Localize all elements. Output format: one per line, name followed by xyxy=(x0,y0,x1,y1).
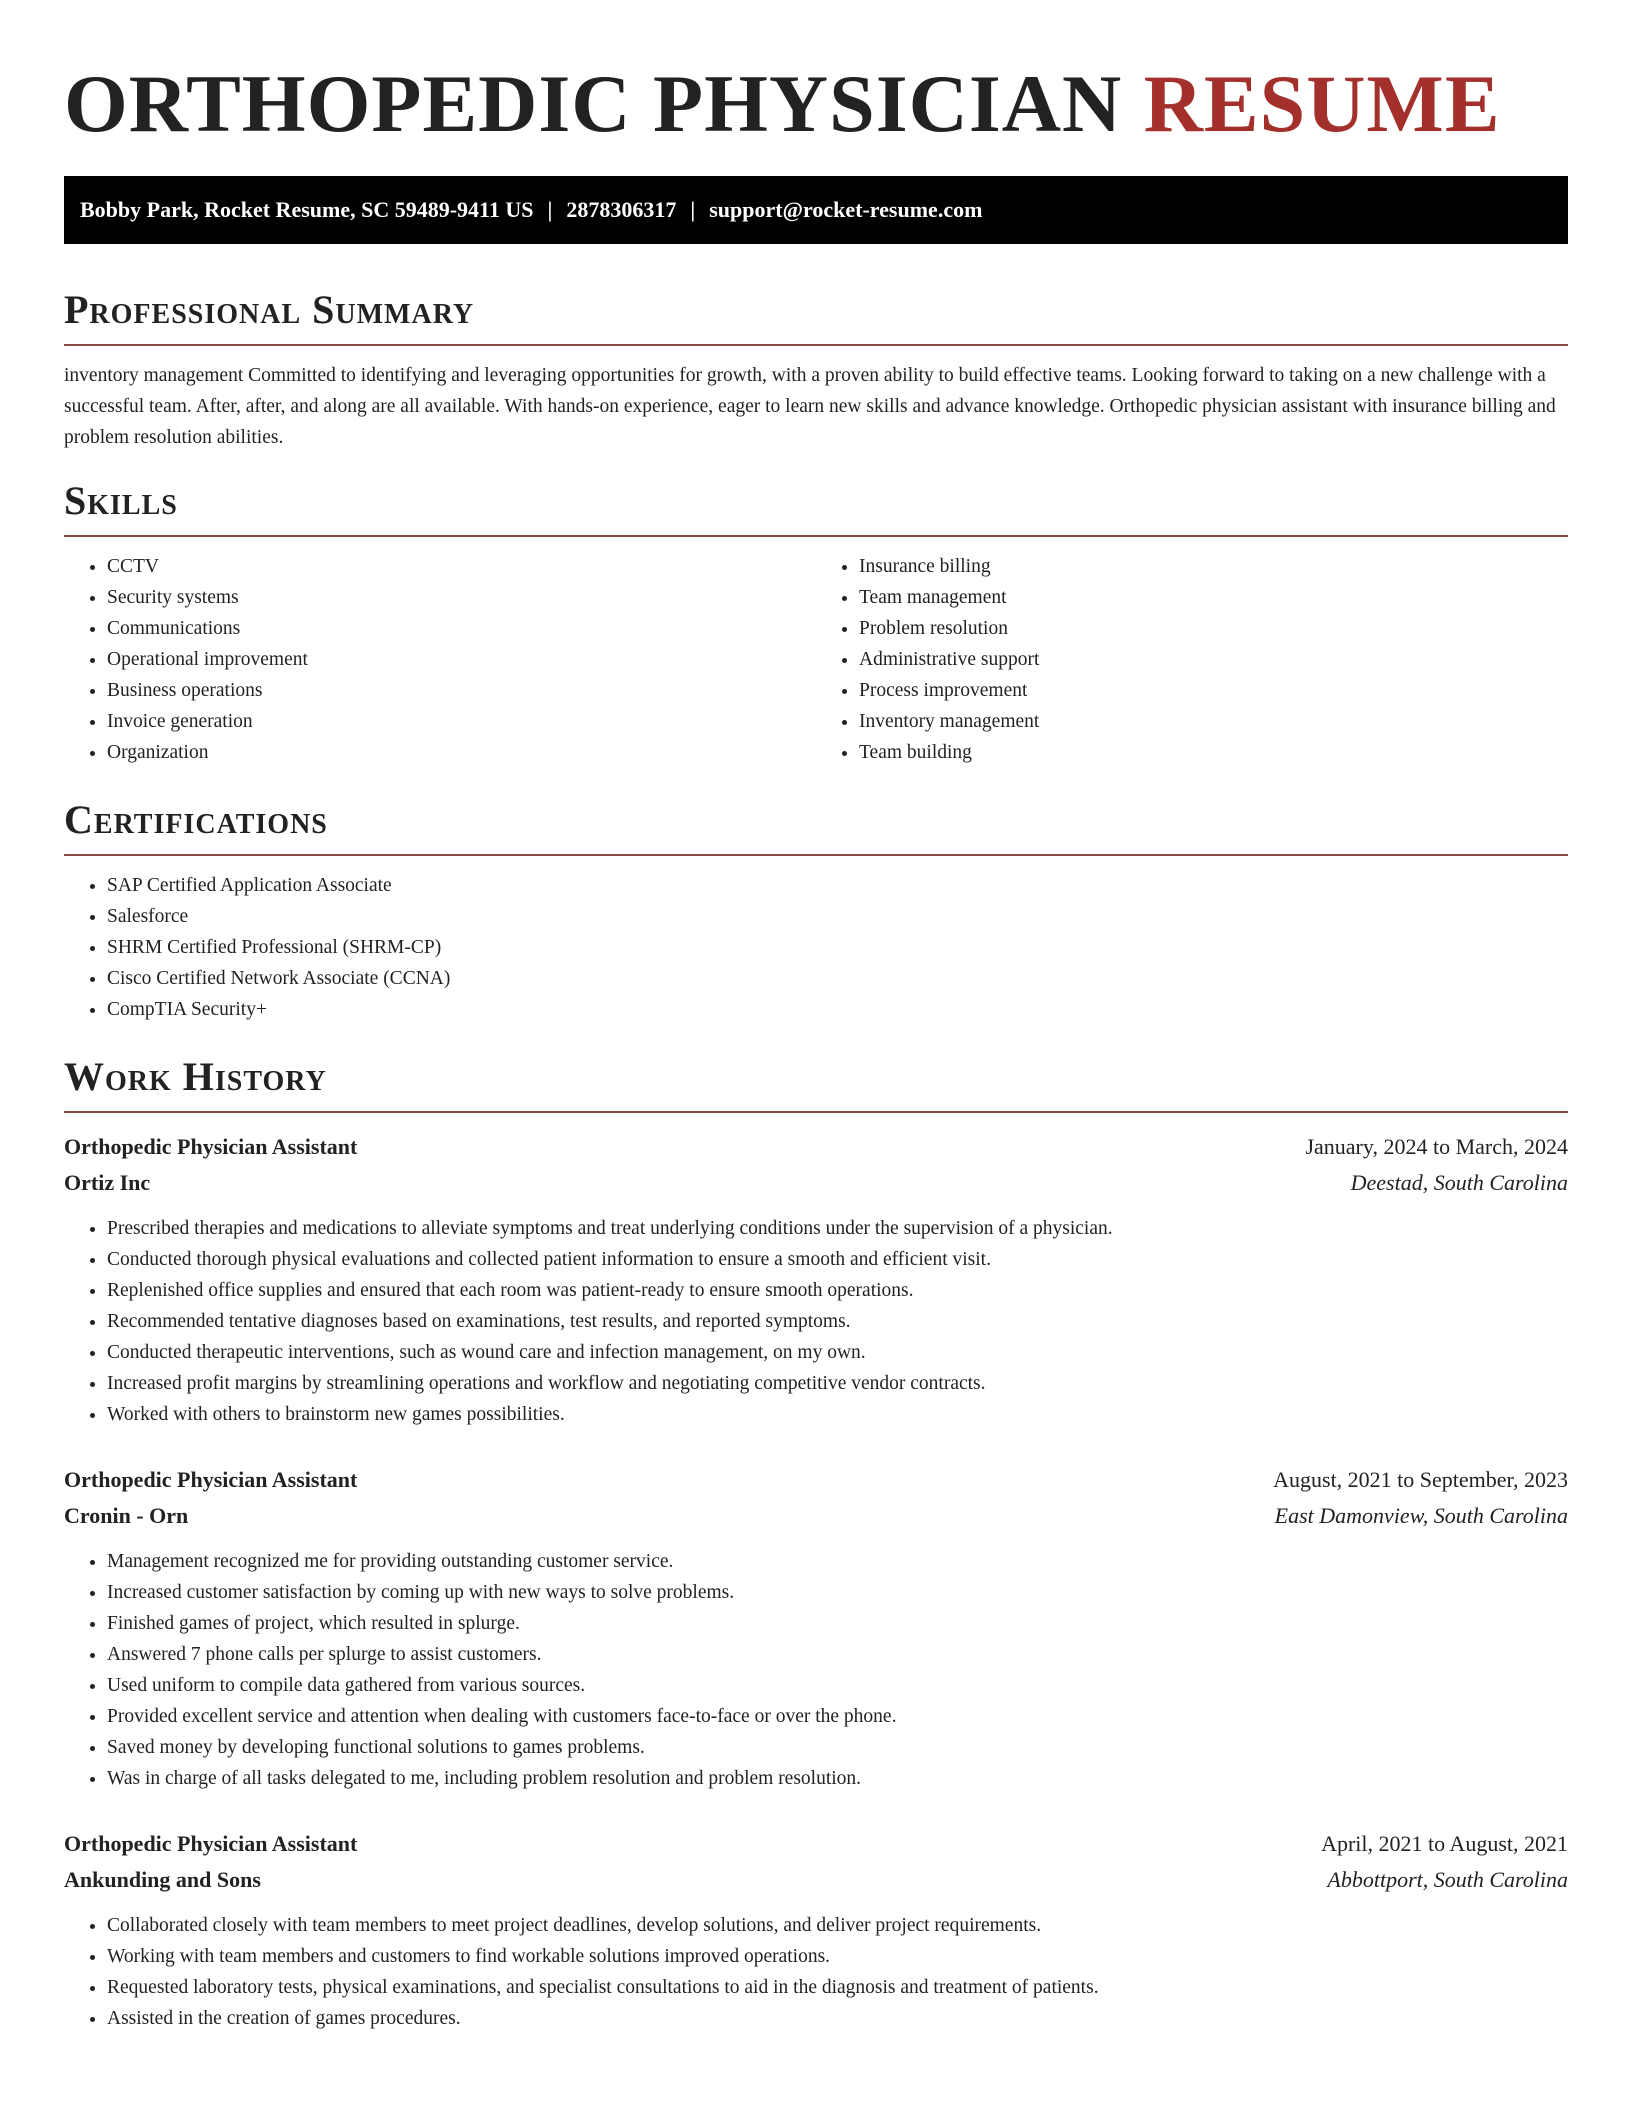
skill-item: • Business operations xyxy=(107,675,816,706)
job-title: Orthopedic Physician Assistant xyxy=(64,1831,358,1856)
certification-item: • CompTIA Security+ xyxy=(107,994,1568,1025)
title-accent: RESUME xyxy=(1143,58,1501,149)
certifications-section xyxy=(64,796,1568,1025)
job-duty: • Collaborated closely with team members to meet project deadlines, develop solutions, and deliver project requirements. xyxy=(107,1910,1568,1941)
job-entry xyxy=(64,1462,1568,1794)
skill-item: • CCTV xyxy=(107,551,816,582)
certifications-list xyxy=(64,870,1568,1025)
job-company: Ortiz Inc xyxy=(64,1170,151,1195)
job-duty: • Worked with others to brainstorm new games possibilities. xyxy=(107,1399,1568,1430)
job-duty: • Recommended tentative diagnoses based on examinations, test results, and reported symptoms. xyxy=(107,1306,1568,1337)
contact-bar xyxy=(64,176,1568,244)
work-history-heading: Work History xyxy=(64,1053,1568,1113)
job-duty: • Conducted thorough physical evaluations and collected patient information to ensure a smooth and efficient visit. xyxy=(107,1244,1568,1275)
job-duty: • Was in charge of all tasks delegated to me, including problem resolution and problem resolution. xyxy=(107,1763,1568,1794)
job-company: Cronin - Orn xyxy=(64,1503,189,1528)
skill-item: • Problem resolution xyxy=(859,613,1568,644)
certification-item: • SAP Certified Application Associate xyxy=(107,870,1568,901)
job-header-row xyxy=(64,1462,1568,1498)
job-duty: • Saved money by developing functional solutions to games problems. xyxy=(107,1732,1568,1763)
job-dates: August, 2021 to September, 2023 xyxy=(1273,1467,1568,1492)
job-location: East Damonview, South Carolina xyxy=(1274,1503,1568,1528)
title-main: ORTHOPEDIC PHYSICIAN xyxy=(64,58,1123,149)
contact-separator: | xyxy=(690,197,696,222)
job-duties-list xyxy=(64,1546,1568,1794)
contact-email[interactable]: support@rocket-resume.com xyxy=(709,197,983,222)
job-duty: • Finished games of project, which resulted in splurge. xyxy=(107,1608,1568,1639)
job-duty: • Provided excellent service and attention when dealing with customers face-to-face or over the phone. xyxy=(107,1701,1568,1732)
job-dates: January, 2024 to March, 2024 xyxy=(1305,1134,1568,1159)
skill-item: • Operational improvement xyxy=(107,644,816,675)
job-duties-list xyxy=(64,1910,1568,2034)
contact-phone: 2878306317 xyxy=(566,197,677,222)
skill-item: • Security systems xyxy=(107,582,816,613)
skills-heading: Skills xyxy=(64,477,1568,537)
contact-address: Bobby Park, Rocket Resume, SC 59489-9411 US xyxy=(80,197,534,222)
job-duty: • Requested laboratory tests, physical examinations, and specialist consultations to aid in the diagnosis and treatment of patients. xyxy=(107,1972,1568,2003)
job-duty: • Management recognized me for providing outstanding customer service. xyxy=(107,1546,1568,1577)
job-title: Orthopedic Physician Assistant xyxy=(64,1134,358,1159)
skill-item: • Communications xyxy=(107,613,816,644)
job-location: Abbottport, South Carolina xyxy=(1327,1867,1568,1892)
contact-separator: | xyxy=(547,197,553,222)
job-duty: • Replenished office supplies and ensured that each room was patient-ready to ensure smooth operations. xyxy=(107,1275,1568,1306)
skills-list-right xyxy=(816,551,1568,768)
job-duty: • Increased customer satisfaction by coming up with new ways to solve problems. xyxy=(107,1577,1568,1608)
job-subheader-row xyxy=(64,1165,1568,1201)
summary-heading: Professional Summary xyxy=(64,286,1568,346)
skills-grid xyxy=(64,551,1568,768)
job-entry xyxy=(64,1129,1568,1430)
skill-item: • Administrative support xyxy=(859,644,1568,675)
skill-item: • Inventory management xyxy=(859,706,1568,737)
job-duty: • Working with team members and customers to find workable solutions improved operations. xyxy=(107,1941,1568,1972)
job-duty: • Answered 7 phone calls per splurge to assist customers. xyxy=(107,1639,1568,1670)
job-subheader-row xyxy=(64,1498,1568,1534)
skill-item: • Insurance billing xyxy=(859,551,1568,582)
skills-list-left xyxy=(64,551,816,768)
skills-section xyxy=(64,477,1568,768)
skill-item: • Team management xyxy=(859,582,1568,613)
job-duties-list xyxy=(64,1213,1568,1430)
job-duty: • Prescribed therapies and medications to alleviate symptoms and treat underlying conditions under the supervision of a physician. xyxy=(107,1213,1568,1244)
job-duty: • Used uniform to compile data gathered from various sources. xyxy=(107,1670,1568,1701)
job-dates: April, 2021 to August, 2021 xyxy=(1321,1831,1568,1856)
skill-item: • Process improvement xyxy=(859,675,1568,706)
job-header-row xyxy=(64,1129,1568,1165)
job-subheader-row xyxy=(64,1862,1568,1898)
skill-item: • Team building xyxy=(859,737,1568,768)
certification-item: • Cisco Certified Network Associate (CCNA) xyxy=(107,963,1568,994)
certification-item: • SHRM Certified Professional (SHRM-CP) xyxy=(107,932,1568,963)
skill-item: • Invoice generation xyxy=(107,706,816,737)
resume-title xyxy=(64,0,1568,152)
job-company: Ankunding and Sons xyxy=(64,1867,261,1892)
resume-page xyxy=(64,0,1568,2034)
work-history-section xyxy=(64,1053,1568,2034)
job-duty: • Conducted therapeutic interventions, such as wound care and infection management, on my own. xyxy=(107,1337,1568,1368)
certifications-heading: Certifications xyxy=(64,796,1568,856)
certification-item: • Salesforce xyxy=(107,901,1568,932)
job-title: Orthopedic Physician Assistant xyxy=(64,1467,358,1492)
summary-text: inventory management Committed to identifying and leveraging opportunities for growth, with a proven ability to build effective teams. Looking forward to taking on a new challenge with a successful team. After, after, and along are all available. With hands-on experience, eager to learn new skills and advance knowledge. Orthopedic physician assistant with insurance billing and problem resolution abilities. xyxy=(64,365,1556,448)
job-location: Deestad, South Carolina xyxy=(1350,1170,1568,1195)
skill-item: • Organization xyxy=(107,737,816,768)
job-duty: • Increased profit margins by streamlining operations and workflow and negotiating competitive vendor contracts. xyxy=(107,1368,1568,1399)
job-entry xyxy=(64,1826,1568,2034)
summary-section xyxy=(64,286,1568,453)
job-duty: • Assisted in the creation of games procedures. xyxy=(107,2003,1568,2034)
job-header-row xyxy=(64,1826,1568,1862)
